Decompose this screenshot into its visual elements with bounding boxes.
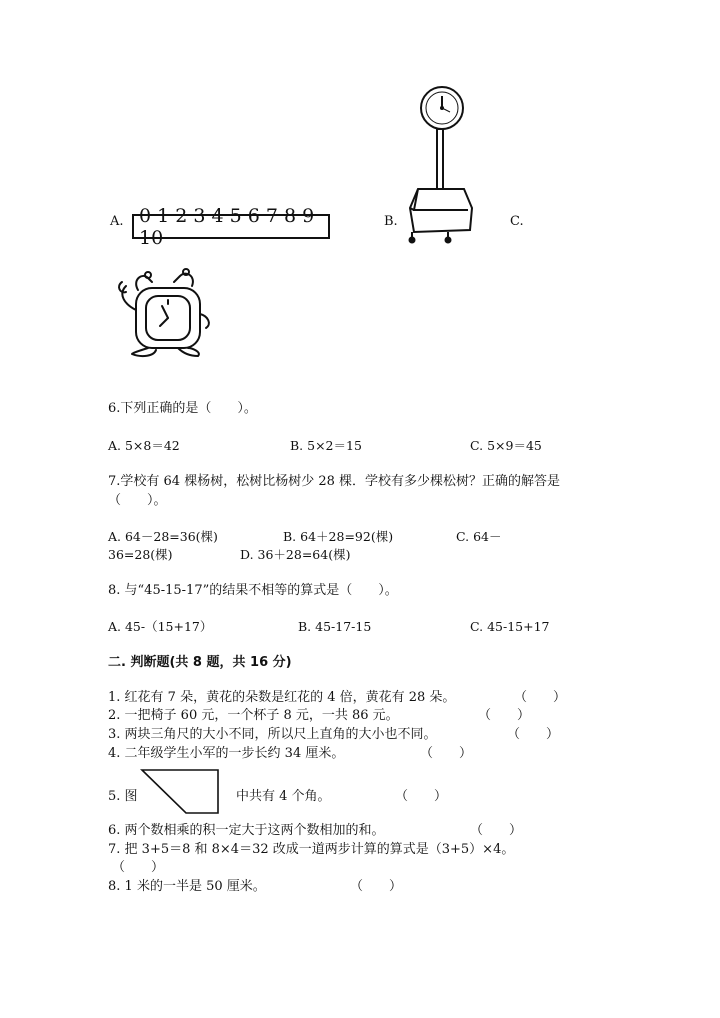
q8-option-b: B. 45-17-15 — [298, 619, 372, 634]
scale-image — [398, 82, 478, 248]
judge-paren-7: （ ） — [112, 860, 165, 875]
q7-option-c-cont: 36=28(棵) — [108, 547, 173, 562]
judge-item-5-suffix: 中共有 4 个角。 — [236, 789, 331, 804]
judge-paren-8: （ ） — [350, 879, 403, 894]
q6-option-b: B. 5×2＝15 — [290, 438, 362, 453]
q6-stem: 6.下列正确的是（ ）。 — [108, 401, 257, 416]
judge-item-7: 7. 把 3+5＝8 和 8×4＝32 改成一道两步计算的算式是（3+5）×4。 — [108, 842, 515, 857]
q7-option-d: D. 36＋28=64(棵) — [240, 547, 351, 562]
judge-item-5-prefix: 5. 图 — [108, 789, 138, 804]
option-a-label: A. — [110, 214, 124, 229]
q8-option-a: A. 45-（15+17） — [108, 619, 213, 634]
q7-stem: 7.学校有 64 棵杨树，松树比杨树少 28 棵．学校有多少棵松树？正确的解答是 — [108, 474, 561, 489]
judge-paren-6: （ ） — [470, 823, 523, 838]
q6-option-a: A. 5×8＝42 — [108, 438, 180, 453]
ruler-image — [132, 204, 330, 249]
judge-paren-2: （ ） — [478, 708, 531, 723]
judge-item-4: 4. 二年级学生小军的一步长约 34 厘米。 — [108, 746, 345, 761]
section-title: 二. 判断题(共 8 题，共 16 分) — [108, 655, 292, 670]
judge-item-8: 8. 1 米的一半是 50 厘米。 — [108, 879, 266, 894]
alarm-clock-image — [112, 264, 214, 360]
q6-option-c: C. 5×9＝45 — [470, 438, 542, 453]
judge-item-2: 2. 一把椅子 60 元，一个杯子 8 元，一共 86 元。 — [108, 708, 399, 723]
q7-option-c: C. 64－ — [456, 529, 502, 544]
judge-item-3: 3. 两块三角尺的大小不同，所以尺上直角的大小也不同。 — [108, 727, 437, 742]
option-b-label: B. — [384, 214, 398, 229]
judge-paren-1: （ ） — [514, 690, 567, 705]
judge-item-1: 1. 红花有 7 朵，黄花的朵数是红花的 4 倍，黄花有 28 朵。 — [108, 690, 456, 705]
q8-stem: 8. 与“45-15-17”的结果不相等的算式是（ ）。 — [108, 583, 398, 598]
judge-paren-3: （ ） — [507, 727, 560, 742]
ruler-digits: 0 1 2 3 4 5 6 7 8 9 10 — [139, 204, 315, 249]
judge-paren-5: （ ） — [395, 789, 448, 804]
q7-option-a: A. 64－28=36(棵) — [108, 529, 218, 544]
judge-paren-4: （ ） — [420, 746, 473, 761]
judge-item-6: 6. 两个数相乘的积一定大于这两个数相加的和。 — [108, 823, 385, 838]
q8-option-c: C. 45-15+17 — [470, 619, 550, 634]
q7-option-b: B. 64＋28=92(棵) — [283, 529, 394, 544]
q7-stem-cont: （ ）。 — [108, 493, 167, 508]
quadrilateral-image — [138, 767, 234, 817]
option-c-label: C. — [510, 214, 524, 229]
